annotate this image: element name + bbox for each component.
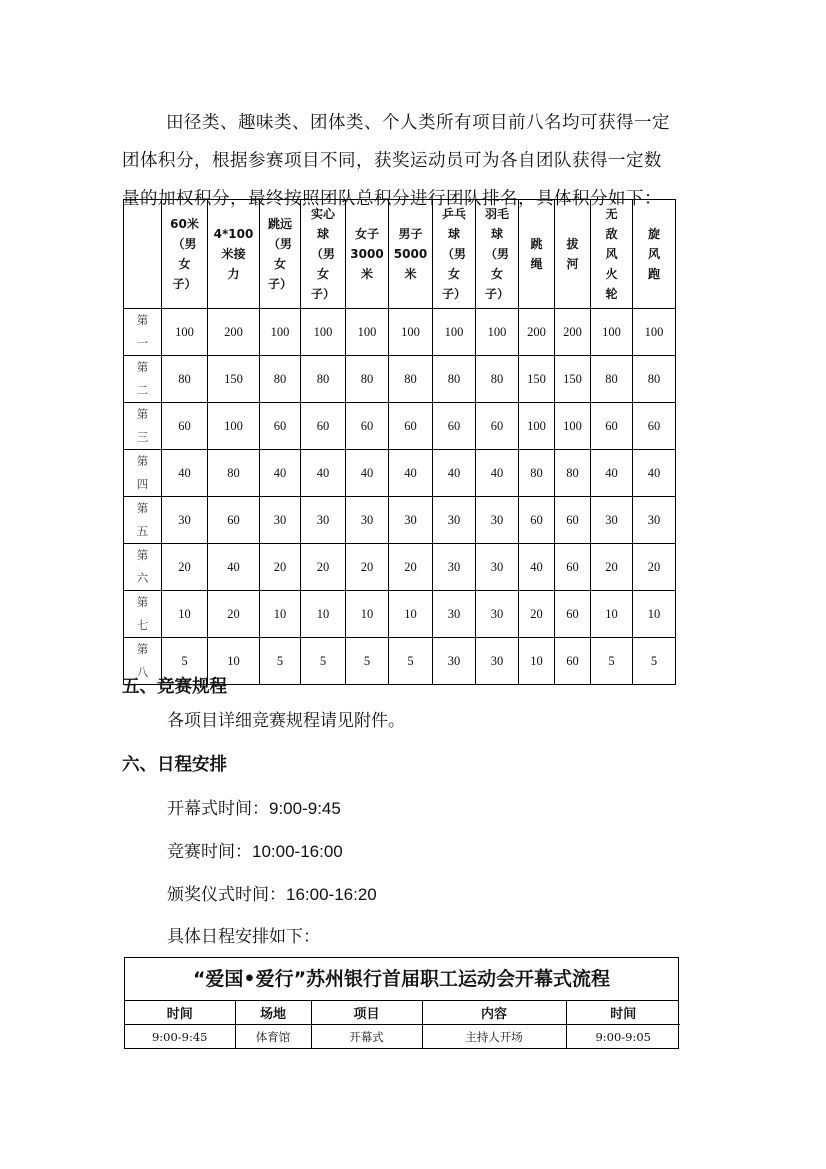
schedule-cell: 开幕式 [311, 1025, 422, 1049]
score-cell: 100 [301, 309, 346, 356]
score-header-text: 米 [404, 267, 417, 281]
score-cell: 30 [476, 497, 519, 544]
opening-time-line: 开幕式时间：9:00-9:45 [167, 799, 341, 819]
score-cell: 60 [476, 403, 519, 450]
score-cell: 20 [260, 544, 301, 591]
score-header-text: 5000 [393, 247, 428, 261]
score-header-text: 跳 [530, 237, 543, 251]
score-row [124, 309, 676, 356]
score-cell: 80 [433, 356, 476, 403]
score-header-cell [519, 200, 555, 309]
score-cell: 10 [162, 591, 208, 638]
rank-text: 第 [136, 642, 149, 656]
competition-time-line: 竞赛时间：10:00-16:00 [167, 842, 343, 862]
score-cell: 5 [389, 638, 433, 685]
score-cell: 60 [260, 403, 301, 450]
score-cell: 20 [389, 544, 433, 591]
score-cell: 60 [555, 638, 591, 685]
intro-line: 团体积分，根据参赛项目不同，获奖运动员可为各自团队获得一定数 [122, 151, 662, 171]
score-header-cell [633, 200, 676, 309]
score-cell: 30 [433, 591, 476, 638]
score-cell: 10 [301, 591, 346, 638]
score-cell: 5 [633, 638, 676, 685]
score-header-cell [162, 200, 208, 309]
rank-text: 第 [136, 595, 149, 609]
score-header-text: （男 [441, 247, 466, 261]
score-cell: 30 [389, 497, 433, 544]
score-table [123, 199, 676, 685]
score-cell: 60 [555, 497, 591, 544]
rank-text: 七 [136, 618, 149, 632]
score-cell: 100 [389, 309, 433, 356]
score-header-cell [208, 200, 260, 309]
rank-text: 八 [136, 665, 149, 679]
score-cell: 10 [260, 591, 301, 638]
score-row [124, 544, 676, 591]
score-header-text: 子） [172, 277, 197, 291]
score-cell: 60 [301, 403, 346, 450]
score-cell: 100 [555, 403, 591, 450]
section5-heading: 五、竞赛规程 [122, 677, 227, 697]
score-cell: 40 [260, 450, 301, 497]
score-cell: 20 [633, 544, 676, 591]
score-header-text: （男 [484, 247, 509, 261]
rank-cell [124, 497, 162, 544]
score-cell: 80 [633, 356, 676, 403]
score-cell: 30 [260, 497, 301, 544]
score-cell: 5 [301, 638, 346, 685]
score-cell: 80 [301, 356, 346, 403]
schedule-row [125, 1025, 680, 1049]
score-cell: 60 [389, 403, 433, 450]
score-header-text: 力 [227, 267, 240, 281]
rank-text: 第 [136, 313, 149, 327]
score-header-text: 无 [605, 207, 618, 221]
score-cell: 10 [519, 638, 555, 685]
score-header-text: 风 [605, 247, 618, 261]
score-header-text: 4*100 [213, 227, 254, 241]
score-cell: 5 [346, 638, 389, 685]
score-header-text: 火 [605, 267, 618, 281]
score-header-text: 60米 [170, 217, 199, 231]
score-header-text: （男 [310, 247, 335, 261]
score-header-text: 实心 [310, 207, 335, 221]
intro-line: 田径类、趣味类、团体类、个人类所有项目前八名均可获得一定 [166, 113, 670, 133]
score-header-text: 河 [566, 257, 579, 271]
rank-text: 五 [136, 524, 149, 538]
rank-text: 二 [136, 383, 149, 397]
schedule-cell: 9:00-9:05 [595, 1029, 652, 1044]
score-cell: 30 [476, 544, 519, 591]
rank-cell [124, 309, 162, 356]
score-row [124, 497, 676, 544]
rank-text: 第 [136, 407, 149, 421]
score-cell: 60 [346, 403, 389, 450]
score-header-text: 米接 [221, 247, 246, 261]
rank-text: 三 [136, 430, 149, 444]
score-cell: 80 [519, 450, 555, 497]
score-cell: 20 [591, 544, 633, 591]
score-cell: 10 [633, 591, 676, 638]
rank-text: 四 [136, 477, 149, 491]
score-header-text: 子） [310, 287, 335, 301]
section5-text: 各项目详细竞赛规程请见附件。 [167, 711, 405, 731]
score-header-cell [389, 200, 433, 309]
score-cell: 60 [208, 497, 260, 544]
score-header-text: 米 [360, 267, 373, 281]
score-cell: 80 [476, 356, 519, 403]
score-cell: 30 [476, 638, 519, 685]
score-cell: 60 [633, 403, 676, 450]
score-header-text: 3000 [350, 247, 384, 261]
score-cell: 200 [208, 309, 260, 356]
score-row [124, 403, 676, 450]
score-cell: 30 [633, 497, 676, 544]
score-header-text: 轮 [605, 287, 618, 301]
rank-text: 六 [136, 571, 149, 585]
score-cell: 30 [476, 591, 519, 638]
score-cell: 40 [389, 450, 433, 497]
score-cell: 5 [260, 638, 301, 685]
score-cell: 40 [591, 450, 633, 497]
score-header-cell [346, 200, 389, 309]
score-header-text: 球 [447, 227, 460, 241]
schedule-header-cell: 场地 [235, 1001, 311, 1025]
score-cell: 10 [346, 591, 389, 638]
score-cell: 60 [162, 403, 208, 450]
score-cell: 100 [433, 309, 476, 356]
score-cell: 60 [555, 544, 591, 591]
score-header-text: （男 [172, 237, 197, 251]
score-cell: 80 [208, 450, 260, 497]
score-header-text: 男子 [398, 227, 423, 241]
score-cell: 200 [519, 309, 555, 356]
score-cell: 80 [555, 450, 591, 497]
score-cell: 5 [162, 638, 208, 685]
score-header-row [124, 200, 676, 309]
schedule-cell: 9:00-9:45 [125, 1025, 235, 1049]
score-cell: 30 [346, 497, 389, 544]
rank-text: 第 [136, 360, 149, 374]
score-header-text: 乒乓 [441, 207, 466, 221]
score-cell: 100 [633, 309, 676, 356]
score-header-text: 拔 [566, 237, 579, 251]
rank-text: 一 [136, 336, 149, 350]
score-header-text: 女 [316, 267, 329, 281]
score-header-text: 女 [178, 257, 191, 271]
rank-cell [124, 591, 162, 638]
schedule-header-cell: 时间 [125, 1001, 235, 1025]
score-cell: 80 [260, 356, 301, 403]
intro-line: 量的加权积分，最终按照团队总积分进行团队排名，具体积分如下： [122, 189, 662, 209]
score-cell: 40 [433, 450, 476, 497]
rank-cell [124, 544, 162, 591]
score-cell: 100 [208, 403, 260, 450]
schedule-header-cell: 时间 [566, 1001, 680, 1025]
rank-cell [124, 450, 162, 497]
score-cell: 10 [208, 638, 260, 685]
score-header-text: （男 [267, 237, 292, 251]
rank-text: 第 [136, 501, 149, 515]
score-header-text: 子） [484, 287, 509, 301]
score-header-text: 女 [273, 257, 286, 271]
score-cell: 60 [433, 403, 476, 450]
score-cell: 30 [433, 497, 476, 544]
score-header-text: 跑 [647, 267, 660, 281]
score-row [124, 450, 676, 497]
score-cell: 100 [260, 309, 301, 356]
rank-cell [124, 356, 162, 403]
schedule-cell: 主持人开场 [422, 1025, 566, 1049]
rank-cell [124, 403, 162, 450]
score-cell: 60 [519, 497, 555, 544]
score-cell: 10 [389, 591, 433, 638]
score-header-text: 子） [441, 287, 466, 301]
score-header-text: 风 [647, 247, 660, 261]
score-cell: 10 [591, 591, 633, 638]
score-cell: 60 [555, 591, 591, 638]
score-cell: 40 [519, 544, 555, 591]
score-cell: 80 [162, 356, 208, 403]
score-header-text: 敌 [605, 227, 618, 241]
score-cell: 150 [519, 356, 555, 403]
score-cell: 40 [633, 450, 676, 497]
score-cell: 40 [208, 544, 260, 591]
score-header-text: 女子 [354, 227, 379, 241]
score-cell: 30 [433, 638, 476, 685]
score-header-cell [476, 200, 519, 309]
score-header-cell [591, 200, 633, 309]
score-header-cell [555, 200, 591, 309]
rank-text: 第 [136, 454, 149, 468]
corner-cell [124, 200, 162, 309]
score-header-cell [260, 200, 301, 309]
score-cell: 60 [591, 403, 633, 450]
score-header-text: 绳 [530, 257, 543, 271]
rank-text: 第 [136, 548, 149, 562]
score-cell: 40 [346, 450, 389, 497]
score-cell: 150 [208, 356, 260, 403]
score-cell: 30 [301, 497, 346, 544]
score-cell: 80 [389, 356, 433, 403]
score-cell: 80 [346, 356, 389, 403]
score-header-cell [301, 200, 346, 309]
score-cell: 150 [555, 356, 591, 403]
score-header-text: 旋 [647, 227, 660, 241]
score-cell: 200 [555, 309, 591, 356]
score-header-text: 跳远 [267, 217, 292, 231]
section6-heading: 六、日程安排 [122, 755, 227, 775]
score-cell: 20 [301, 544, 346, 591]
score-cell: 5 [591, 638, 633, 685]
score-header-text: 子） [267, 277, 292, 291]
score-cell: 80 [591, 356, 633, 403]
score-cell: 20 [519, 591, 555, 638]
score-cell: 30 [433, 544, 476, 591]
schedule-intro: 具体日程安排如下： [167, 927, 320, 947]
score-header-text: 羽毛 [484, 207, 509, 221]
score-header-text: 球 [316, 227, 329, 241]
score-header-text: 球 [490, 227, 503, 241]
score-cell: 20 [208, 591, 260, 638]
schedule-header-cell: 项目 [311, 1001, 422, 1025]
score-cell: 100 [591, 309, 633, 356]
score-cell: 100 [519, 403, 555, 450]
score-header-text: 女 [447, 267, 460, 281]
score-cell: 20 [162, 544, 208, 591]
score-header-text: 女 [490, 267, 503, 281]
score-row [124, 356, 676, 403]
schedule-header-row [125, 1001, 680, 1025]
score-cell: 30 [162, 497, 208, 544]
score-cell: 100 [162, 309, 208, 356]
award-time-line: 颁奖仪式时间：16:00-16:20 [167, 885, 377, 905]
score-cell: 100 [476, 309, 519, 356]
schedule-title: “爱国•爱行”苏州银行首届职工运动会开幕式流程 [125, 958, 678, 1001]
score-cell: 40 [301, 450, 346, 497]
score-row [124, 591, 676, 638]
score-header-cell [433, 200, 476, 309]
score-cell: 30 [591, 497, 633, 544]
score-cell: 40 [476, 450, 519, 497]
schedule-header-cell: 内容 [422, 1001, 566, 1025]
score-cell: 40 [162, 450, 208, 497]
schedule-table [124, 957, 679, 1049]
schedule-cell: 体育馆 [235, 1025, 311, 1049]
score-cell: 20 [346, 544, 389, 591]
score-cell: 100 [346, 309, 389, 356]
